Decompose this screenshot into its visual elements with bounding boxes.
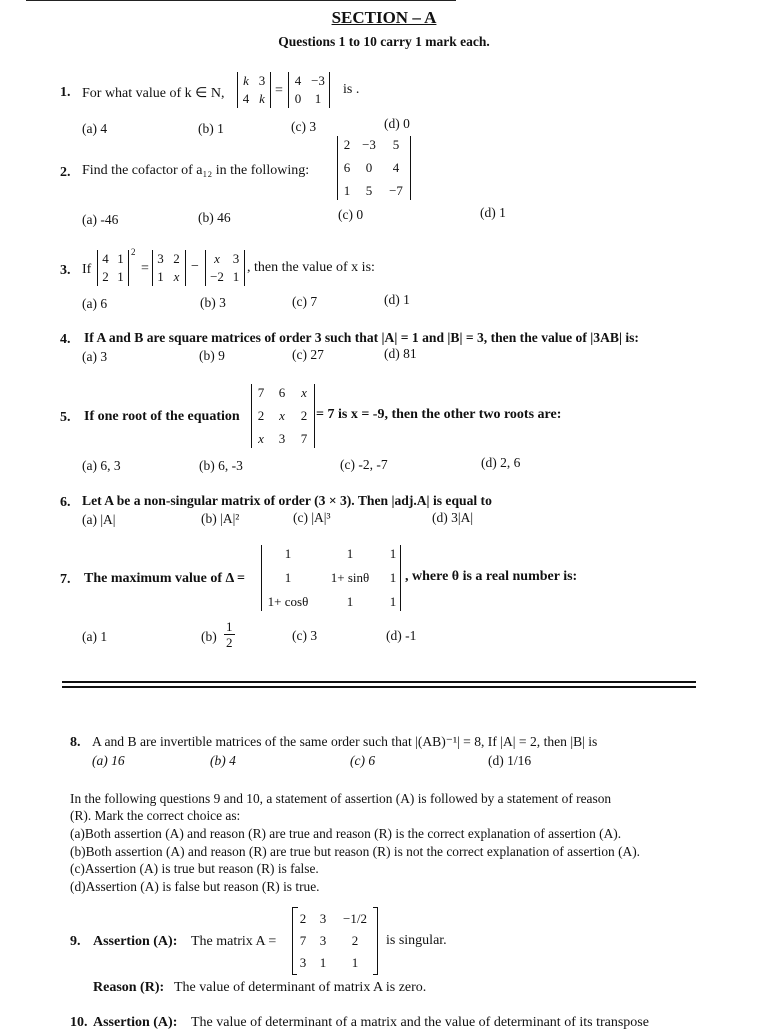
det-cell: 0 [294, 91, 302, 106]
option-a: (a) 1 [82, 629, 108, 644]
option-b: (b) [201, 629, 217, 644]
det-cell: 1 [284, 570, 292, 585]
option-c: (c) 3 [292, 628, 318, 643]
question-number: 1. [60, 85, 71, 100]
equals-sign: = [141, 261, 149, 276]
det-cell: 1 [232, 269, 240, 284]
det-cell: 1 [343, 183, 351, 198]
det-cell: 0 [365, 160, 373, 175]
option-b: (b) 46 [198, 210, 231, 225]
matrix-a [292, 907, 378, 975]
question-number: 6. [60, 495, 71, 510]
assertion-label: Assertion (A): [93, 1015, 178, 1030]
det-cell: k [259, 91, 265, 106]
det-cell: k [243, 73, 249, 88]
determinant-a [97, 250, 129, 286]
det-cell: −3 [311, 73, 325, 88]
option-c: (c) 3 [291, 119, 317, 134]
determinant [251, 384, 315, 448]
option-b: (b) |A|² [201, 511, 240, 526]
det-cell: 5 [392, 137, 400, 152]
option-c: (c) 7 [292, 294, 318, 309]
option-b: (b) 4 [210, 753, 236, 768]
choice-d: (d)Assertion (A) is false but reason (R) is true. [70, 879, 320, 894]
option-a: (a) |A| [82, 512, 116, 527]
option-a: (a) 16 [92, 753, 125, 768]
divider-rule [62, 681, 696, 683]
option-a: (a) 6 [82, 296, 108, 311]
fraction-denominator: 2 [226, 635, 233, 650]
option-d: (d) 3|A| [432, 510, 474, 525]
question-text: If one root of the equation [84, 409, 240, 424]
det-cell: 3 [278, 431, 286, 446]
assertion-text: The value of determinant of a matrix and the value of determinant of its transpose [191, 1015, 649, 1030]
question-text: Find the cofactor of a₁₂ in the following: [82, 163, 310, 178]
choice-a: (a)Both assertion (A) and reason (R) are true and reason (R) is the correct explanation of assertion (A). [70, 826, 622, 841]
question-text: The maximum value of Δ = [84, 571, 246, 586]
minus-sign: − [191, 259, 199, 274]
question-text: For what value of k ∈ N, [82, 86, 225, 101]
det-cell: −7 [389, 183, 403, 198]
option-c: (c) 0 [338, 207, 364, 222]
assertion-tail: is singular. [386, 933, 447, 948]
option-c: (c) 27 [292, 347, 324, 362]
option-d: (d) 2, 6 [481, 455, 521, 470]
question-tail: = 7 is x = -9, then the other two roots are: [316, 407, 562, 422]
choice-b: (b)Both assertion (A) and reason (R) are true but reason (R) is not the correct explanation of assertion (A). [70, 844, 641, 859]
bracket-cap [292, 907, 297, 908]
choice-c: (c)Assertion (A) is true but reason (R) is false. [70, 861, 319, 876]
matrix-cell: 3 [299, 955, 307, 970]
option-d: (d) 81 [384, 346, 417, 361]
det-cell: 2 [300, 408, 308, 423]
det-cell: 4 [294, 73, 302, 88]
reason-label: Reason (R): [93, 980, 165, 995]
option-a: (a) 3 [82, 349, 108, 364]
bracket-cap [373, 907, 378, 908]
option-c: (c) 6 [350, 753, 376, 768]
det-cell: 2 [102, 269, 109, 284]
det-cell: 6 [278, 385, 286, 400]
option-b: (b) 1 [198, 121, 224, 136]
option-d: (d) 1/16 [488, 753, 532, 768]
det-cell: 1 [346, 546, 354, 561]
determinant-left [237, 72, 271, 108]
matrix-cell: 3 [319, 933, 327, 948]
bracket-cap [292, 974, 297, 975]
divider-rule [62, 686, 696, 688]
det-cell: 1 [117, 269, 124, 284]
det-cell: 3 [157, 251, 164, 266]
det-cell: x [258, 431, 264, 446]
reason-text: The value of determinant of matrix A is zero. [174, 980, 427, 995]
determinant [337, 136, 411, 200]
question-text: Let A be a non-singular matrix of order (3 × 3). Then |adj.A| is equal to [82, 493, 492, 508]
det-cell: 3 [232, 251, 240, 266]
matrix-cell: 2 [351, 933, 359, 948]
option-b-fraction [224, 619, 235, 650]
question-tail: , then the value of x is: [247, 260, 375, 275]
section-subtitle: Questions 1 to 10 carry 1 mark each. [278, 34, 490, 49]
det-cell: 1 [346, 594, 354, 609]
option-b: (b) 6, -3 [199, 458, 243, 473]
matrix-cell: 3 [319, 911, 327, 926]
question-number: 7. [60, 572, 71, 587]
question-number: 5. [60, 410, 71, 425]
matrix-cell: 1 [351, 955, 359, 970]
fraction-numerator: 1 [226, 619, 233, 634]
det-cell: 7 [300, 431, 308, 446]
question-number: 2. [60, 165, 71, 180]
option-a: (a) 4 [82, 121, 108, 136]
matrix-cell: −1/2 [343, 911, 367, 926]
question-number: 8. [70, 735, 81, 750]
question-text: If [82, 262, 92, 277]
option-d: (d) 1 [384, 292, 410, 307]
det-cell: 6 [343, 160, 351, 175]
det-cell: x [279, 408, 285, 423]
question-number: 4. [60, 332, 71, 347]
option-c: (c) -2, -7 [340, 457, 388, 472]
det-cell: 2 [173, 251, 180, 266]
question-tail: is . [343, 82, 360, 97]
equals-sign: = [275, 83, 283, 98]
question-number: 9. [70, 934, 81, 949]
det-cell: 3 [258, 73, 266, 88]
det-cell: 1 [117, 251, 124, 266]
question-tail: , where θ is a real number is: [405, 569, 578, 584]
assertion-label: Assertion (A): [93, 934, 178, 949]
instruction-line: In the following questions 9 and 10, a statement of assertion (A) is followed by a statement of reason [70, 791, 612, 806]
matrix-cell: 7 [299, 933, 307, 948]
det-cell: 5 [365, 183, 373, 198]
question-number: 10. [70, 1015, 88, 1030]
det-cell: x [301, 385, 307, 400]
det-cell: 4 [392, 160, 400, 175]
det-cell: 4 [242, 91, 250, 106]
det-cell: −2 [210, 269, 224, 284]
det-cell: 1+ sinθ [330, 570, 370, 585]
top-rule [26, 0, 456, 1]
det-cell: 1 [389, 546, 397, 561]
option-b: (b) 3 [200, 295, 226, 310]
det-cell: x [173, 269, 180, 284]
question-number: 3. [60, 263, 71, 278]
det-cell: 1 [284, 546, 292, 561]
assertion-text: The matrix A = [191, 934, 277, 949]
determinant-c [205, 250, 245, 286]
det-cell: 2 [257, 408, 265, 423]
option-b: (b) 9 [199, 348, 225, 363]
option-d: (d) -1 [386, 628, 417, 643]
section-title: SECTION – A [331, 8, 437, 27]
det-cell: 7 [257, 385, 265, 400]
det-cell: −3 [362, 137, 376, 152]
instruction-line: (R). Mark the correct choice as: [70, 808, 241, 823]
option-d: (d) 0 [384, 116, 410, 131]
option-d: (d) 1 [480, 205, 506, 220]
option-a: (a) -46 [82, 212, 119, 227]
det-cell: 2 [343, 137, 351, 152]
option-a: (a) 6, 3 [82, 458, 121, 473]
bracket-cap [373, 974, 378, 975]
det-cell: 1 [389, 594, 397, 609]
det-cell: 1+ cosθ [267, 594, 309, 609]
determinant-b [152, 250, 186, 286]
det-cell: 4 [102, 251, 109, 266]
determinant-right [288, 72, 330, 108]
matrix-cell: 2 [299, 911, 307, 926]
determinant [261, 545, 401, 611]
exponent: 2 [131, 247, 136, 257]
det-cell: 1 [389, 570, 397, 585]
det-cell: x [214, 251, 220, 266]
option-c: (c) |A|³ [293, 510, 331, 525]
det-cell: 1 [157, 269, 164, 284]
matrix-cell: 1 [319, 955, 327, 970]
question-text: If A and B are square matrices of order 3 such that |A| = 1 and |B| = 3, then the value of |3AB| is: [84, 330, 639, 345]
det-cell: 1 [314, 91, 322, 106]
question-text: A and B are invertible matrices of the same order such that |(AB)⁻¹| = 8, If |A| = 2, then |B| is [92, 734, 598, 749]
